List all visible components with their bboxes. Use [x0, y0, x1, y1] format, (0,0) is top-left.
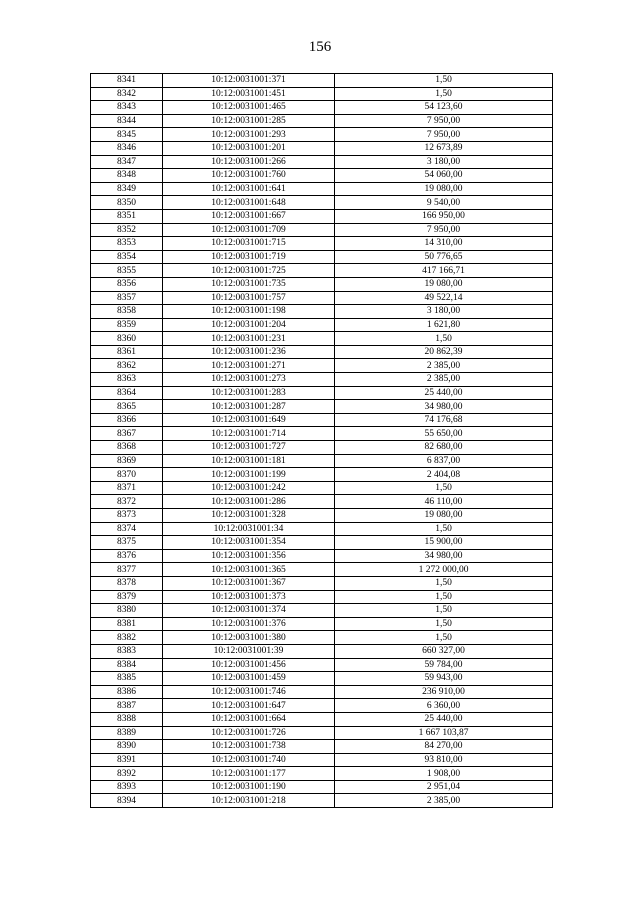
table-row: [91, 345, 553, 359]
cadastral-number-cell: 10:12:0031001:740: [163, 753, 335, 767]
table-row: [91, 590, 553, 604]
value-cell: 15 900,00: [335, 536, 553, 550]
value-cell: 49 522,14: [335, 291, 553, 305]
cadastral-number-cell: 10:12:0031001:231: [163, 332, 335, 346]
cadastral-number-cell: 10:12:0031001:709: [163, 223, 335, 237]
row-number-cell: 8365: [91, 400, 163, 414]
cadastral-number-cell: 10:12:0031001:271: [163, 359, 335, 373]
value-cell: 19 080,00: [335, 277, 553, 291]
table-row: [91, 658, 553, 672]
value-cell: 6 360,00: [335, 699, 553, 713]
row-number-cell: 8388: [91, 712, 163, 726]
row-number-cell: 8383: [91, 644, 163, 658]
cadastral-number-cell: 10:12:0031001:735: [163, 277, 335, 291]
table-row: [91, 481, 553, 495]
table-row: [91, 672, 553, 686]
row-number-cell: 8368: [91, 441, 163, 455]
table-row: [91, 740, 553, 754]
row-number-cell: 8366: [91, 413, 163, 427]
cadastral-number-cell: 10:12:0031001:465: [163, 101, 335, 115]
value-cell: 59 784,00: [335, 658, 553, 672]
row-number-cell: 8377: [91, 563, 163, 577]
row-number-cell: 8360: [91, 332, 163, 346]
value-cell: 12 673,89: [335, 141, 553, 155]
row-number-cell: 8347: [91, 155, 163, 169]
row-number-cell: 8391: [91, 753, 163, 767]
cadastral-number-cell: 10:12:0031001:283: [163, 386, 335, 400]
cadastral-number-cell: 10:12:0031001:356: [163, 549, 335, 563]
value-cell: 1 272 000,00: [335, 563, 553, 577]
value-cell: 236 910,00: [335, 685, 553, 699]
row-number-cell: 8375: [91, 536, 163, 550]
table-row: [91, 604, 553, 618]
row-number-cell: 8363: [91, 373, 163, 387]
table-row: [91, 196, 553, 210]
cadastral-number-cell: 10:12:0031001:286: [163, 495, 335, 509]
row-number-cell: 8341: [91, 74, 163, 88]
value-cell: 1,50: [335, 590, 553, 604]
cadastral-number-cell: 10:12:0031001:726: [163, 726, 335, 740]
row-number-cell: 8344: [91, 114, 163, 128]
table-row: [91, 794, 553, 808]
value-cell: 25 440,00: [335, 712, 553, 726]
cadastral-number-cell: 10:12:0031001:376: [163, 617, 335, 631]
value-cell: 1,50: [335, 87, 553, 101]
table-row: [91, 264, 553, 278]
row-number-cell: 8381: [91, 617, 163, 631]
value-cell: 9 540,00: [335, 196, 553, 210]
value-cell: 2 951,04: [335, 780, 553, 794]
cadastral-number-cell: 10:12:0031001:236: [163, 345, 335, 359]
row-number-cell: 8350: [91, 196, 163, 210]
row-number-cell: 8362: [91, 359, 163, 373]
row-number-cell: 8373: [91, 509, 163, 523]
table-row: [91, 617, 553, 631]
table-row: [91, 318, 553, 332]
value-cell: 1 908,00: [335, 767, 553, 781]
table-row: [91, 576, 553, 590]
row-number-cell: 8349: [91, 182, 163, 196]
table-row: [91, 767, 553, 781]
row-number-cell: 8348: [91, 169, 163, 183]
table-row: [91, 509, 553, 523]
row-number-cell: 8354: [91, 250, 163, 264]
table-row: [91, 332, 553, 346]
row-number-cell: 8386: [91, 685, 163, 699]
cadastral-number-cell: 10:12:0031001:34: [163, 522, 335, 536]
table-row: [91, 277, 553, 291]
row-number-cell: 8387: [91, 699, 163, 713]
table-row: [91, 128, 553, 142]
cadastral-number-cell: 10:12:0031001:190: [163, 780, 335, 794]
table-row: [91, 237, 553, 251]
table-row: [91, 223, 553, 237]
table-row: [91, 373, 553, 387]
row-number-cell: 8385: [91, 672, 163, 686]
table-row: [91, 454, 553, 468]
row-number-cell: 8353: [91, 237, 163, 251]
row-number-cell: 8352: [91, 223, 163, 237]
registry-table: [90, 73, 553, 808]
cadastral-number-cell: 10:12:0031001:204: [163, 318, 335, 332]
table-row: [91, 522, 553, 536]
row-number-cell: 8379: [91, 590, 163, 604]
table-row: [91, 549, 553, 563]
row-number-cell: 8342: [91, 87, 163, 101]
value-cell: 46 110,00: [335, 495, 553, 509]
value-cell: 166 950,00: [335, 209, 553, 223]
value-cell: 2 404,08: [335, 468, 553, 482]
table-row: [91, 427, 553, 441]
value-cell: 50 776,65: [335, 250, 553, 264]
cadastral-number-cell: 10:12:0031001:456: [163, 658, 335, 672]
table-row: [91, 155, 553, 169]
row-number-cell: 8346: [91, 141, 163, 155]
value-cell: 1,50: [335, 604, 553, 618]
value-cell: 3 180,00: [335, 155, 553, 169]
table-row: [91, 250, 553, 264]
value-cell: 1,50: [335, 332, 553, 346]
cadastral-number-cell: 10:12:0031001:181: [163, 454, 335, 468]
row-number-cell: 8364: [91, 386, 163, 400]
row-number-cell: 8392: [91, 767, 163, 781]
cadastral-number-cell: 10:12:0031001:285: [163, 114, 335, 128]
value-cell: 1 667 103,87: [335, 726, 553, 740]
table-row: [91, 74, 553, 88]
value-cell: 19 080,00: [335, 182, 553, 196]
cadastral-number-cell: 10:12:0031001:760: [163, 169, 335, 183]
row-number-cell: 8370: [91, 468, 163, 482]
value-cell: 93 810,00: [335, 753, 553, 767]
cadastral-number-cell: 10:12:0031001:715: [163, 237, 335, 251]
cadastral-number-cell: 10:12:0031001:667: [163, 209, 335, 223]
row-number-cell: 8372: [91, 495, 163, 509]
table-row: [91, 291, 553, 305]
cadastral-number-cell: 10:12:0031001:459: [163, 672, 335, 686]
cadastral-number-cell: 10:12:0031001:746: [163, 685, 335, 699]
table-row: [91, 536, 553, 550]
value-cell: 1,50: [335, 522, 553, 536]
value-cell: 25 440,00: [335, 386, 553, 400]
cadastral-number-cell: 10:12:0031001:371: [163, 74, 335, 88]
value-cell: 20 862,39: [335, 345, 553, 359]
cadastral-number-cell: 10:12:0031001:641: [163, 182, 335, 196]
value-cell: 7 950,00: [335, 128, 553, 142]
row-number-cell: 8384: [91, 658, 163, 672]
table-row: [91, 209, 553, 223]
table-row: [91, 780, 553, 794]
row-number-cell: 8389: [91, 726, 163, 740]
value-cell: 7 950,00: [335, 223, 553, 237]
row-number-cell: 8351: [91, 209, 163, 223]
cadastral-number-cell: 10:12:0031001:365: [163, 563, 335, 577]
value-cell: 59 943,00: [335, 672, 553, 686]
cadastral-number-cell: 10:12:0031001:354: [163, 536, 335, 550]
cadastral-number-cell: 10:12:0031001:367: [163, 576, 335, 590]
cadastral-number-cell: 10:12:0031001:373: [163, 590, 335, 604]
row-number-cell: 8374: [91, 522, 163, 536]
cadastral-number-cell: 10:12:0031001:451: [163, 87, 335, 101]
value-cell: 6 837,00: [335, 454, 553, 468]
value-cell: 14 310,00: [335, 237, 553, 251]
value-cell: 2 385,00: [335, 373, 553, 387]
cadastral-number-cell: 10:12:0031001:177: [163, 767, 335, 781]
cadastral-number-cell: 10:12:0031001:273: [163, 373, 335, 387]
value-cell: 84 270,00: [335, 740, 553, 754]
row-number-cell: 8369: [91, 454, 163, 468]
row-number-cell: 8356: [91, 277, 163, 291]
value-cell: 1,50: [335, 74, 553, 88]
cadastral-number-cell: 10:12:0031001:725: [163, 264, 335, 278]
row-number-cell: 8343: [91, 101, 163, 115]
row-number-cell: 8371: [91, 481, 163, 495]
cadastral-number-cell: 10:12:0031001:757: [163, 291, 335, 305]
cadastral-number-cell: 10:12:0031001:328: [163, 509, 335, 523]
table-row: [91, 305, 553, 319]
cadastral-number-cell: 10:12:0031001:664: [163, 712, 335, 726]
table-row: [91, 726, 553, 740]
value-cell: 34 980,00: [335, 549, 553, 563]
registry-table-body: [91, 74, 553, 808]
value-cell: 55 650,00: [335, 427, 553, 441]
cadastral-number-cell: 10:12:0031001:242: [163, 481, 335, 495]
row-number-cell: 8390: [91, 740, 163, 754]
table-row: [91, 685, 553, 699]
table-row: [91, 495, 553, 509]
table-row: [91, 169, 553, 183]
cadastral-number-cell: 10:12:0031001:287: [163, 400, 335, 414]
value-cell: 1,50: [335, 576, 553, 590]
cadastral-number-cell: 10:12:0031001:719: [163, 250, 335, 264]
value-cell: 82 680,00: [335, 441, 553, 455]
table-row: [91, 87, 553, 101]
row-number-cell: 8361: [91, 345, 163, 359]
value-cell: 1,50: [335, 631, 553, 645]
cadastral-number-cell: 10:12:0031001:380: [163, 631, 335, 645]
table-row: [91, 441, 553, 455]
row-number-cell: 8376: [91, 549, 163, 563]
row-number-cell: 8345: [91, 128, 163, 142]
value-cell: 660 327,00: [335, 644, 553, 658]
value-cell: 2 385,00: [335, 794, 553, 808]
cadastral-number-cell: 10:12:0031001:727: [163, 441, 335, 455]
table-row: [91, 753, 553, 767]
value-cell: 54 060,00: [335, 169, 553, 183]
cadastral-number-cell: 10:12:0031001:201: [163, 141, 335, 155]
table-row: [91, 101, 553, 115]
row-number-cell: 8358: [91, 305, 163, 319]
cadastral-number-cell: 10:12:0031001:199: [163, 468, 335, 482]
cadastral-number-cell: 10:12:0031001:647: [163, 699, 335, 713]
table-row: [91, 644, 553, 658]
value-cell: 1 621,80: [335, 318, 553, 332]
table-row: [91, 141, 553, 155]
value-cell: 1,50: [335, 617, 553, 631]
table-row: [91, 699, 553, 713]
cadastral-number-cell: 10:12:0031001:39: [163, 644, 335, 658]
table-row: [91, 386, 553, 400]
row-number-cell: 8359: [91, 318, 163, 332]
table-row: [91, 359, 553, 373]
value-cell: 1,50: [335, 481, 553, 495]
value-cell: 74 176,68: [335, 413, 553, 427]
row-number-cell: 8394: [91, 794, 163, 808]
row-number-cell: 8378: [91, 576, 163, 590]
table-row: [91, 114, 553, 128]
row-number-cell: 8367: [91, 427, 163, 441]
row-number-cell: 8382: [91, 631, 163, 645]
table-row: [91, 413, 553, 427]
value-cell: 3 180,00: [335, 305, 553, 319]
cadastral-number-cell: 10:12:0031001:218: [163, 794, 335, 808]
value-cell: 19 080,00: [335, 509, 553, 523]
table-row: [91, 712, 553, 726]
value-cell: 417 166,71: [335, 264, 553, 278]
value-cell: 2 385,00: [335, 359, 553, 373]
cadastral-number-cell: 10:12:0031001:738: [163, 740, 335, 754]
cadastral-number-cell: 10:12:0031001:266: [163, 155, 335, 169]
table-row: [91, 631, 553, 645]
value-cell: 7 950,00: [335, 114, 553, 128]
value-cell: 54 123,60: [335, 101, 553, 115]
table-row: [91, 468, 553, 482]
cadastral-number-cell: 10:12:0031001:374: [163, 604, 335, 618]
cadastral-number-cell: 10:12:0031001:293: [163, 128, 335, 142]
table-row: [91, 182, 553, 196]
row-number-cell: 8357: [91, 291, 163, 305]
cadastral-number-cell: 10:12:0031001:714: [163, 427, 335, 441]
cadastral-number-cell: 10:12:0031001:198: [163, 305, 335, 319]
value-cell: 34 980,00: [335, 400, 553, 414]
row-number-cell: 8380: [91, 604, 163, 618]
page-number: 156: [308, 39, 332, 55]
cadastral-number-cell: 10:12:0031001:648: [163, 196, 335, 210]
table-row: [91, 563, 553, 577]
cadastral-number-cell: 10:12:0031001:649: [163, 413, 335, 427]
row-number-cell: 8393: [91, 780, 163, 794]
row-number-cell: 8355: [91, 264, 163, 278]
table-row: [91, 400, 553, 414]
